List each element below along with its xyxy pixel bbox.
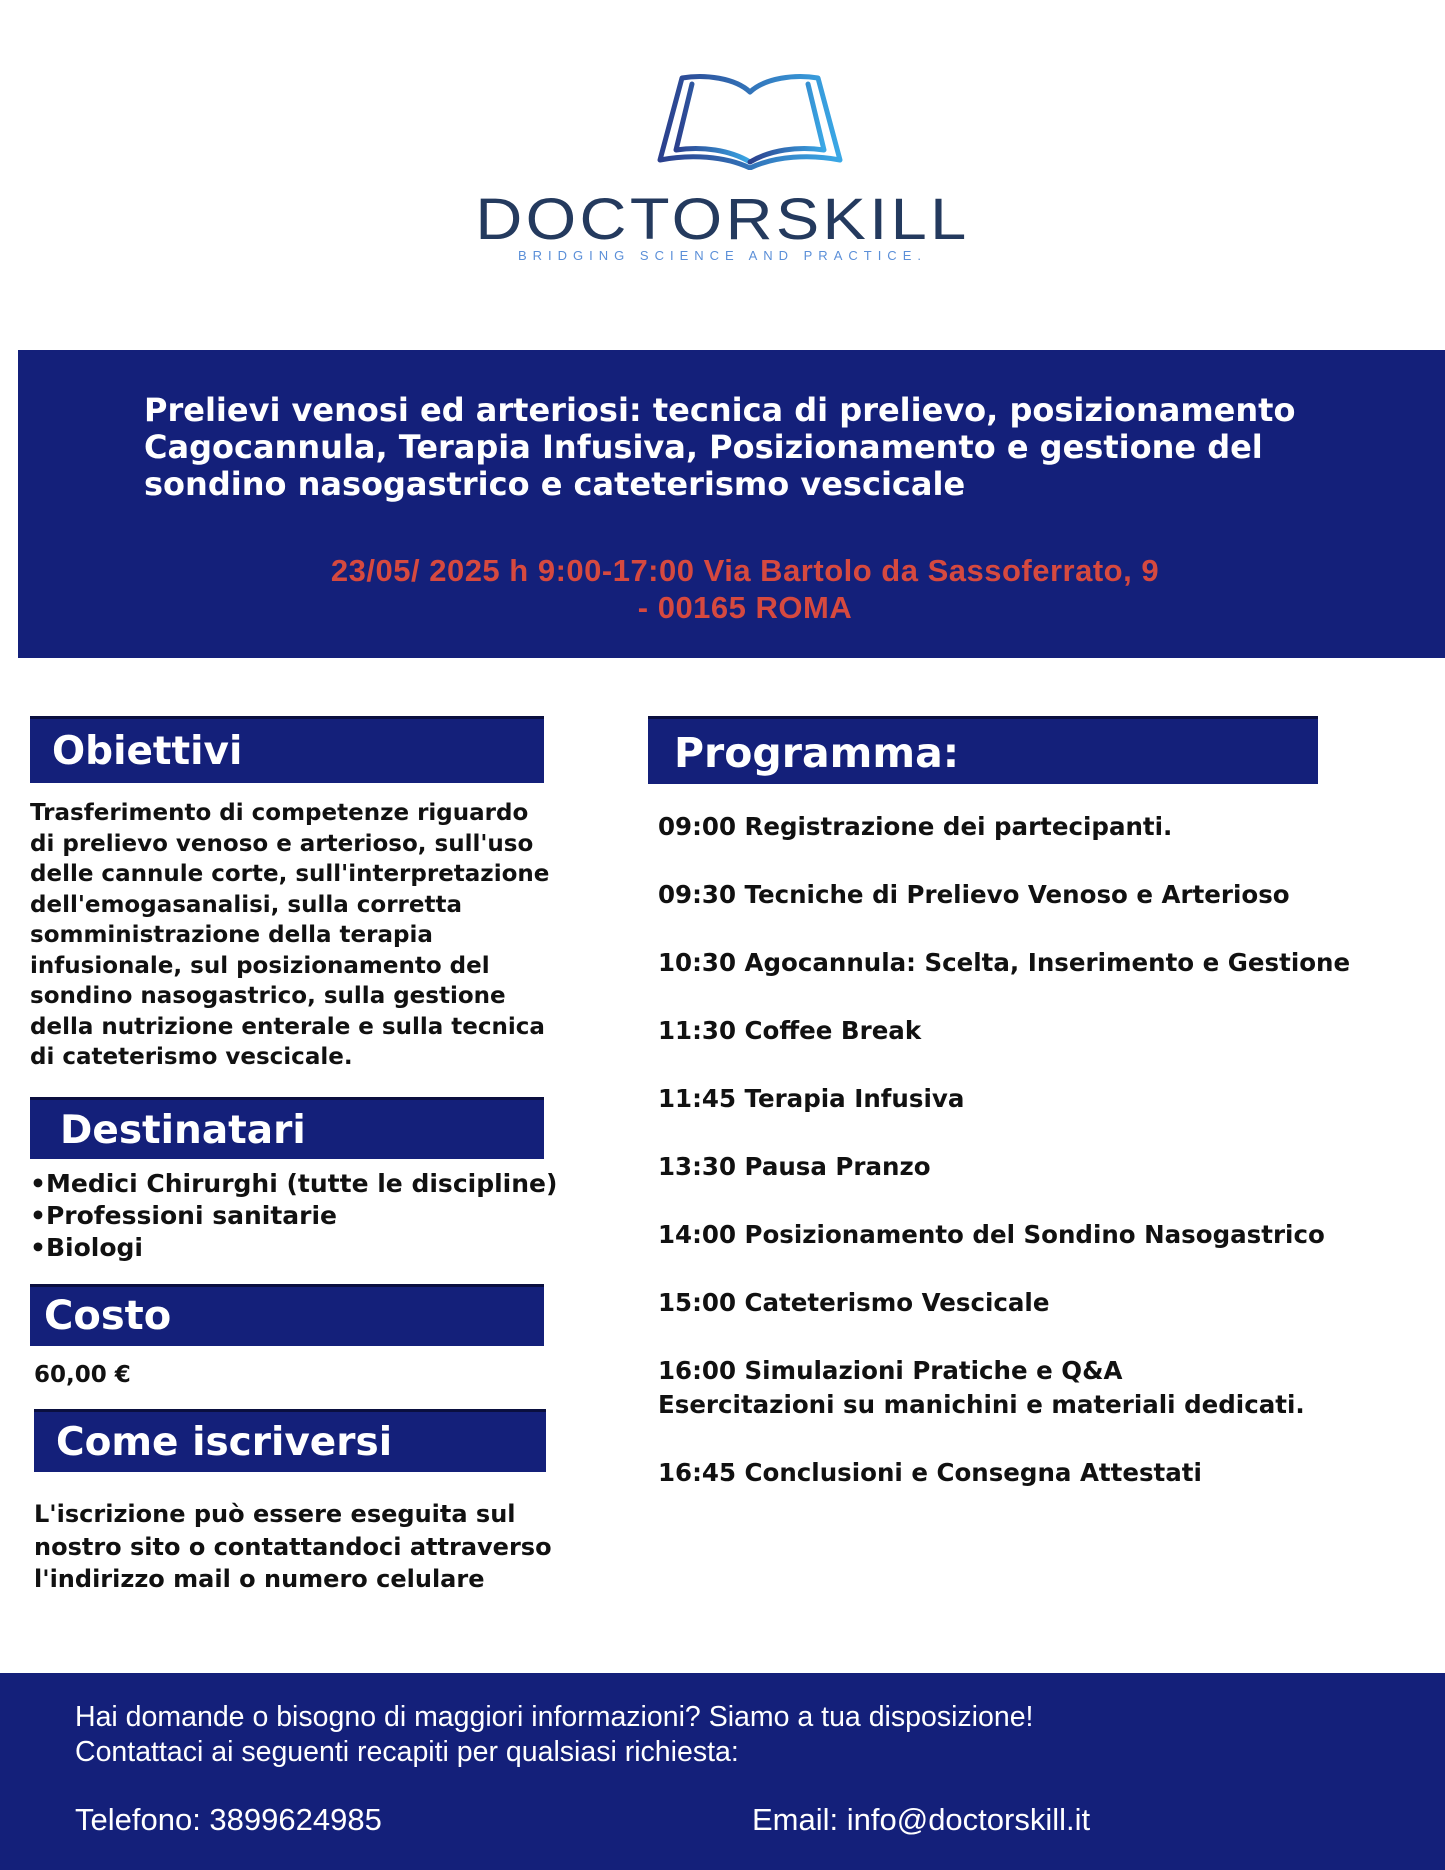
program-item: 11:30 Coffee Break: [658, 1016, 922, 1045]
program-item: 14:00 Posizionamento del Sondino Nasogastrico: [658, 1220, 1325, 1249]
program-item: 16:00 Simulazioni Pratiche e Q&A: [658, 1356, 1123, 1385]
program-item: 09:30 Tecniche di Prelievo Venoso e Arterioso: [658, 880, 1290, 909]
enrollment-heading: Come iscriversi: [34, 1409, 546, 1472]
audience-list: [30, 1168, 560, 1264]
program-heading: Programma:: [648, 716, 1318, 784]
program-item: 09:00 Registrazione dei partecipanti.: [658, 812, 1173, 841]
course-title: Prelievi venosi ed arteriosi: tecnica di prelievo, posizionamento Cagocannula, Terapia Infusiva, Posizionamento e gestione del sondino nasogastrico e cateterismo vescicale: [144, 391, 1296, 503]
phone-contact: Telefono: 3899624985: [75, 1802, 382, 1837]
program-item: 13:30 Pausa Pranzo: [658, 1152, 931, 1181]
brand-name: DOCTORSKILL: [475, 187, 970, 252]
date-location-line-2: - 00165 ROMA: [637, 590, 853, 625]
brand-tagline: BRIDGING SCIENCE AND PRACTICE.: [518, 248, 927, 263]
enrollment-text: L'iscrizione può essere eseguita sul nostro sito o contattandoci attraverso l'indirizzo mail o numero celulare: [34, 1500, 552, 1593]
audience-heading: Destinatari: [30, 1097, 544, 1159]
footer-question-line-1: Hai domande o bisogno di maggiori informazioni? Siamo a tua disposizione!: [75, 1701, 1034, 1733]
program-item: 16:45 Conclusioni e Consegna Attestati: [658, 1458, 1202, 1487]
list-item: •Professioni sanitarie: [30, 1201, 338, 1230]
cost-value: 60,00 €: [34, 1362, 131, 1388]
date-location-line-1: 23/05/ 2025 h 9:00-17:00 Via Bartolo da Sassoferrato, 9: [330, 553, 1160, 588]
program-item: 15:00 Cateterismo Vescicale: [658, 1288, 1050, 1317]
email-contact: Email: info@doctorskill.it: [752, 1802, 1091, 1837]
objectives-heading: Obiettivi: [30, 716, 544, 783]
footer-question-line-2: Contattaci ai seguenti recapiti per qualsiasi richiesta:: [75, 1736, 739, 1768]
program-item: 10:30 Agocannula: Scelta, Inserimento e Gestione: [658, 948, 1351, 977]
program-item-note: Esercitazioni su manichini e materiali dedicati.: [658, 1390, 1305, 1419]
open-book-logo-icon: [640, 70, 860, 170]
list-item: •Medici Chirurghi (tutte le discipline): [30, 1169, 558, 1198]
program-item: 11:45 Terapia Infusiva: [658, 1084, 965, 1113]
objectives-text: Trasferimento di competenze riguardo di prelievo venoso e arterioso, sull'uso delle cannule corte, sull'interpretazione dell'emogasanalisi, sulla corretta somministrazione della terapia infusionale, sul posizionamento del sondino nasogastrico, sulla gestione della nutrizione enterale e sulla tecnica di cateterismo vescicale.: [30, 800, 550, 1070]
date-location: [140, 552, 1350, 626]
list-item: •Biologi: [30, 1233, 143, 1262]
cost-heading: Costo: [30, 1284, 544, 1346]
